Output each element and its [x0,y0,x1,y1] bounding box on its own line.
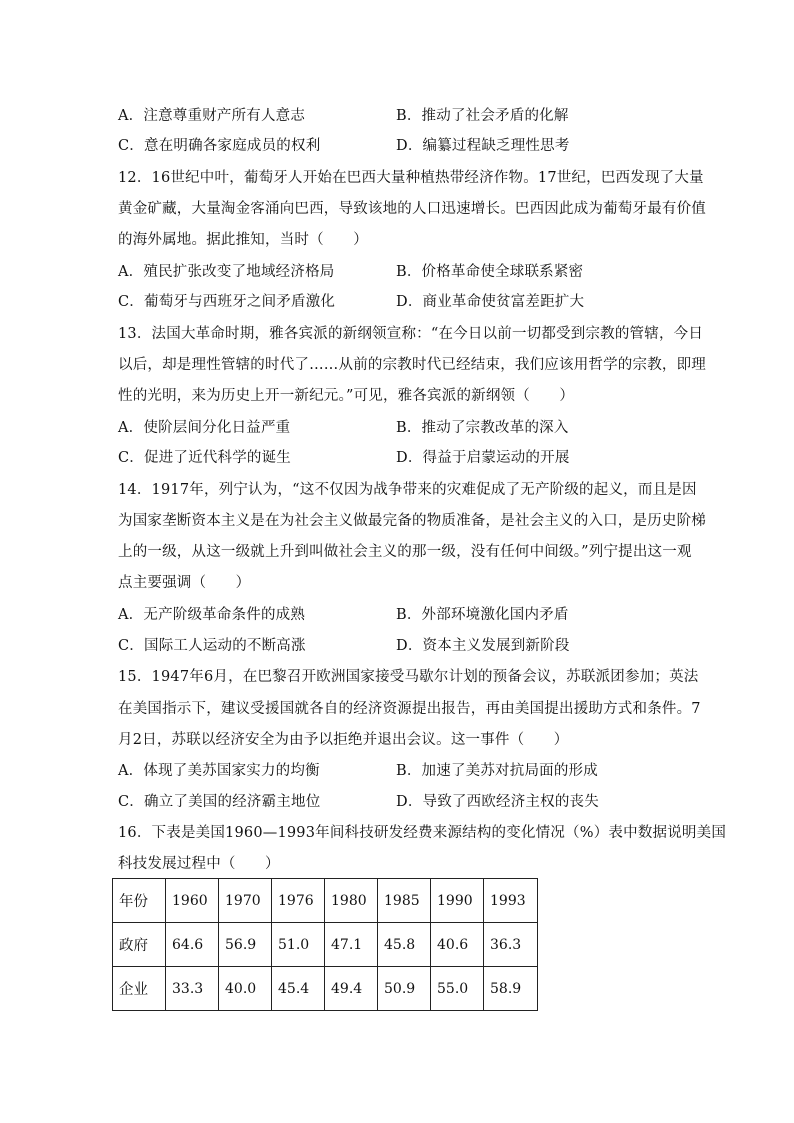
table-cell: 50.9 [378,967,431,1011]
q13-stem-line-1: 13．法国大革命时期，雅各宾派的新纲领宣称：“在今日以前一切都受到宗教的管辖，今日 [118,326,704,342]
q15-stem-line-1: 15．1947年6月，在巴黎召开欧洲国家接受马歇尔计划的预备会议，苏联派团参加；英法 [118,669,699,685]
q14-stem-line-1: 14．1917年，列宁认为，“这不仅因为战争带来的灾难促成了无产阶级的起义，而且是因 [118,482,697,498]
q15-option-a[interactable]: A．体现了美苏国家实力的均衡 [118,763,320,779]
q14-option-a[interactable]: A．无产阶级革命条件的成熟 [118,607,306,623]
table-row-enterprise [113,967,538,1011]
q13-option-a[interactable]: A．使阶层间分化日益严重 [118,420,291,436]
q13-option-c[interactable]: C．促进了近代科学的诞生 [118,450,291,466]
q14-stem-line-3: 上的一级，从这一级就上升到叫做社会主义的那一级，没有任何中间级。”列宁提出这一观 [118,544,692,560]
q15-option-c[interactable]: C．确立了美国的经济霸主地位 [118,794,321,810]
table-header-label: 年份 [113,879,166,923]
table-cell-year: 1993 [484,879,538,923]
table-cell-year: 1976 [272,879,325,923]
table-cell: 40.6 [431,923,484,967]
q14-stem-line-4: 点主要强调（ ） [118,575,251,591]
table-cell: 64.6 [166,923,219,967]
table-cell: 56.9 [219,923,272,967]
table-cell: 33.3 [166,967,219,1011]
table-cell: 55.0 [431,967,484,1011]
q12-option-b[interactable]: B．价格革命使全球联系紧密 [396,264,584,280]
table-row-label: 企业 [113,967,166,1011]
q16-stem-line-2: 科技发展过程中（ ） [118,856,280,872]
q13-stem-line-3: 性的光明，来为历史上开一新纪元。”可见，雅各宾派的新纲领（ ） [118,388,575,404]
table-cell: 58.9 [484,967,538,1011]
q13-option-b[interactable]: B．推动了宗教改革的深入 [396,420,569,436]
q14-option-b[interactable]: B．外部环境激化国内矛盾 [396,607,569,623]
q12-stem-line-3: 的海外属地。据此推知，当时（ ） [118,232,368,248]
table-cell-year: 1980 [325,879,378,923]
table-cell-year: 1970 [219,879,272,923]
table-cell-year: 1985 [378,879,431,923]
table-cell: 47.1 [325,923,378,967]
q15-option-b[interactable]: B．加速了美苏对抗局面的形成 [396,763,598,779]
q12-option-d[interactable]: D．商业革命使贫富差距扩大 [396,294,585,310]
table-cell: 36.3 [484,923,538,967]
table-cell-year: 1960 [166,879,219,923]
table-cell: 40.0 [219,967,272,1011]
q13-option-d[interactable]: D．得益于启蒙运动的开展 [396,450,570,466]
q14-option-d[interactable]: D．资本主义发展到新阶段 [396,638,570,654]
table-cell: 51.0 [272,923,325,967]
q11-option-b[interactable]: B．推动了社会矛盾的化解 [396,108,569,124]
table-cell: 45.4 [272,967,325,1011]
q11-option-c[interactable]: C．意在明确各家庭成员的权利 [118,138,321,154]
q12-stem-line-1: 12．16世纪中叶，葡萄牙人开始在巴西大量种植热带经济作物。17世纪，巴西发现了大量 [118,170,704,186]
q11-option-a[interactable]: A．注意尊重财产所有人意志 [118,108,306,124]
q14-stem-line-2: 为国家垄断资本主义是在为社会主义做最完备的物质准备，是社会主义的入口，是历史阶梯 [118,513,706,529]
q15-stem-line-2: 在美国指示下，建议受援国就各自的经济资源提出报告，再由美国提出援助方式和条件。7 [118,701,701,717]
q16-stem-line-1: 16．下表是美国1960—1993年间科技研发经费来源结构的变化情况（%）表中数据说明美国 [118,825,727,841]
q12-stem-line-2: 黄金矿藏，大量淘金客涌向巴西，导致该地的人口迅速增长。巴西因此成为葡萄牙最有价值 [118,201,706,217]
q11-option-d[interactable]: D．编纂过程缺乏理性思考 [396,138,570,154]
q15-stem-line-3: 月2日，苏联以经济安全为由予以拒绝并退出会议。这一事件（ ） [118,732,569,748]
table-cell: 45.8 [378,923,431,967]
q14-option-c[interactable]: C．国际工人运动的不断高涨 [118,638,306,654]
table-cell-year: 1990 [431,879,484,923]
table-row-years [113,879,538,923]
q12-option-a[interactable]: A．殖民扩张改变了地域经济格局 [118,264,335,280]
table-cell: 49.4 [325,967,378,1011]
q15-option-d[interactable]: D．导致了西欧经济主权的丧失 [396,794,599,810]
table-row-government [113,923,538,967]
table-row-label: 政府 [113,923,166,967]
q13-stem-line-2: 以后，却是理性管辖的时代了……从前的宗教时代已经结束，我们应该用哲学的宗教，即理 [118,357,706,373]
funding-source-table [112,878,538,1011]
q12-option-c[interactable]: C．葡萄牙与西班牙之间矛盾激化 [118,294,336,310]
